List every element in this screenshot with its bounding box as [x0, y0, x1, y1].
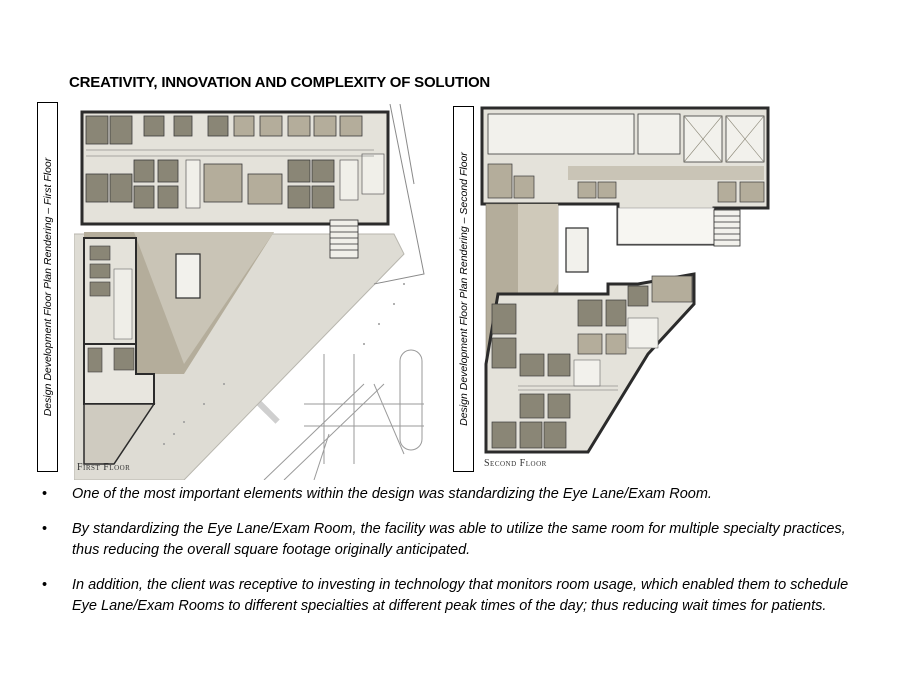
second-floor-plan-image	[478, 104, 778, 476]
second-floor-side-label-text: Design Development Floor Plan Rendering – Second Floor	[457, 152, 470, 426]
second-floor-caption: Second Floor	[484, 458, 547, 469]
bullet-item	[40, 484, 860, 505]
bullet-item	[40, 519, 860, 561]
first-floor-side-label	[37, 102, 58, 472]
first-floor-side-label-text: Design Development Floor Plan Rendering – First Floor	[41, 157, 54, 417]
bullet-text: By standardizing the Eye Lane/Exam Room, the facility was able to utilize the same room for multiple specialty practices, thus reducing the overall square footage originally anticipated.	[72, 521, 846, 558]
bullet-text: In addition, the client was receptive to investing in technology that monitors room usage, which enabled them to schedule Eye Lane/Exam Rooms to different specialties at different peak times of the day; thus reducing wait times for patients.	[72, 577, 849, 614]
bullet-list	[40, 484, 860, 631]
bullet-text: One of the most important elements within the design was standardizing the Eye Lane/Exam Room.	[72, 486, 712, 502]
second-floor-side-label	[453, 106, 474, 472]
bullet-item	[40, 575, 860, 617]
bullet-glyph: •	[42, 486, 48, 502]
first-floor-plan-image	[74, 104, 434, 480]
first-floor-caption: First Floor	[77, 462, 131, 473]
slide-title: CREATIVITY, INNOVATION AND COMPLEXITY OF SOLUTION	[69, 74, 491, 91]
bullet-glyph: •	[42, 577, 48, 593]
bullet-glyph: •	[42, 521, 48, 537]
